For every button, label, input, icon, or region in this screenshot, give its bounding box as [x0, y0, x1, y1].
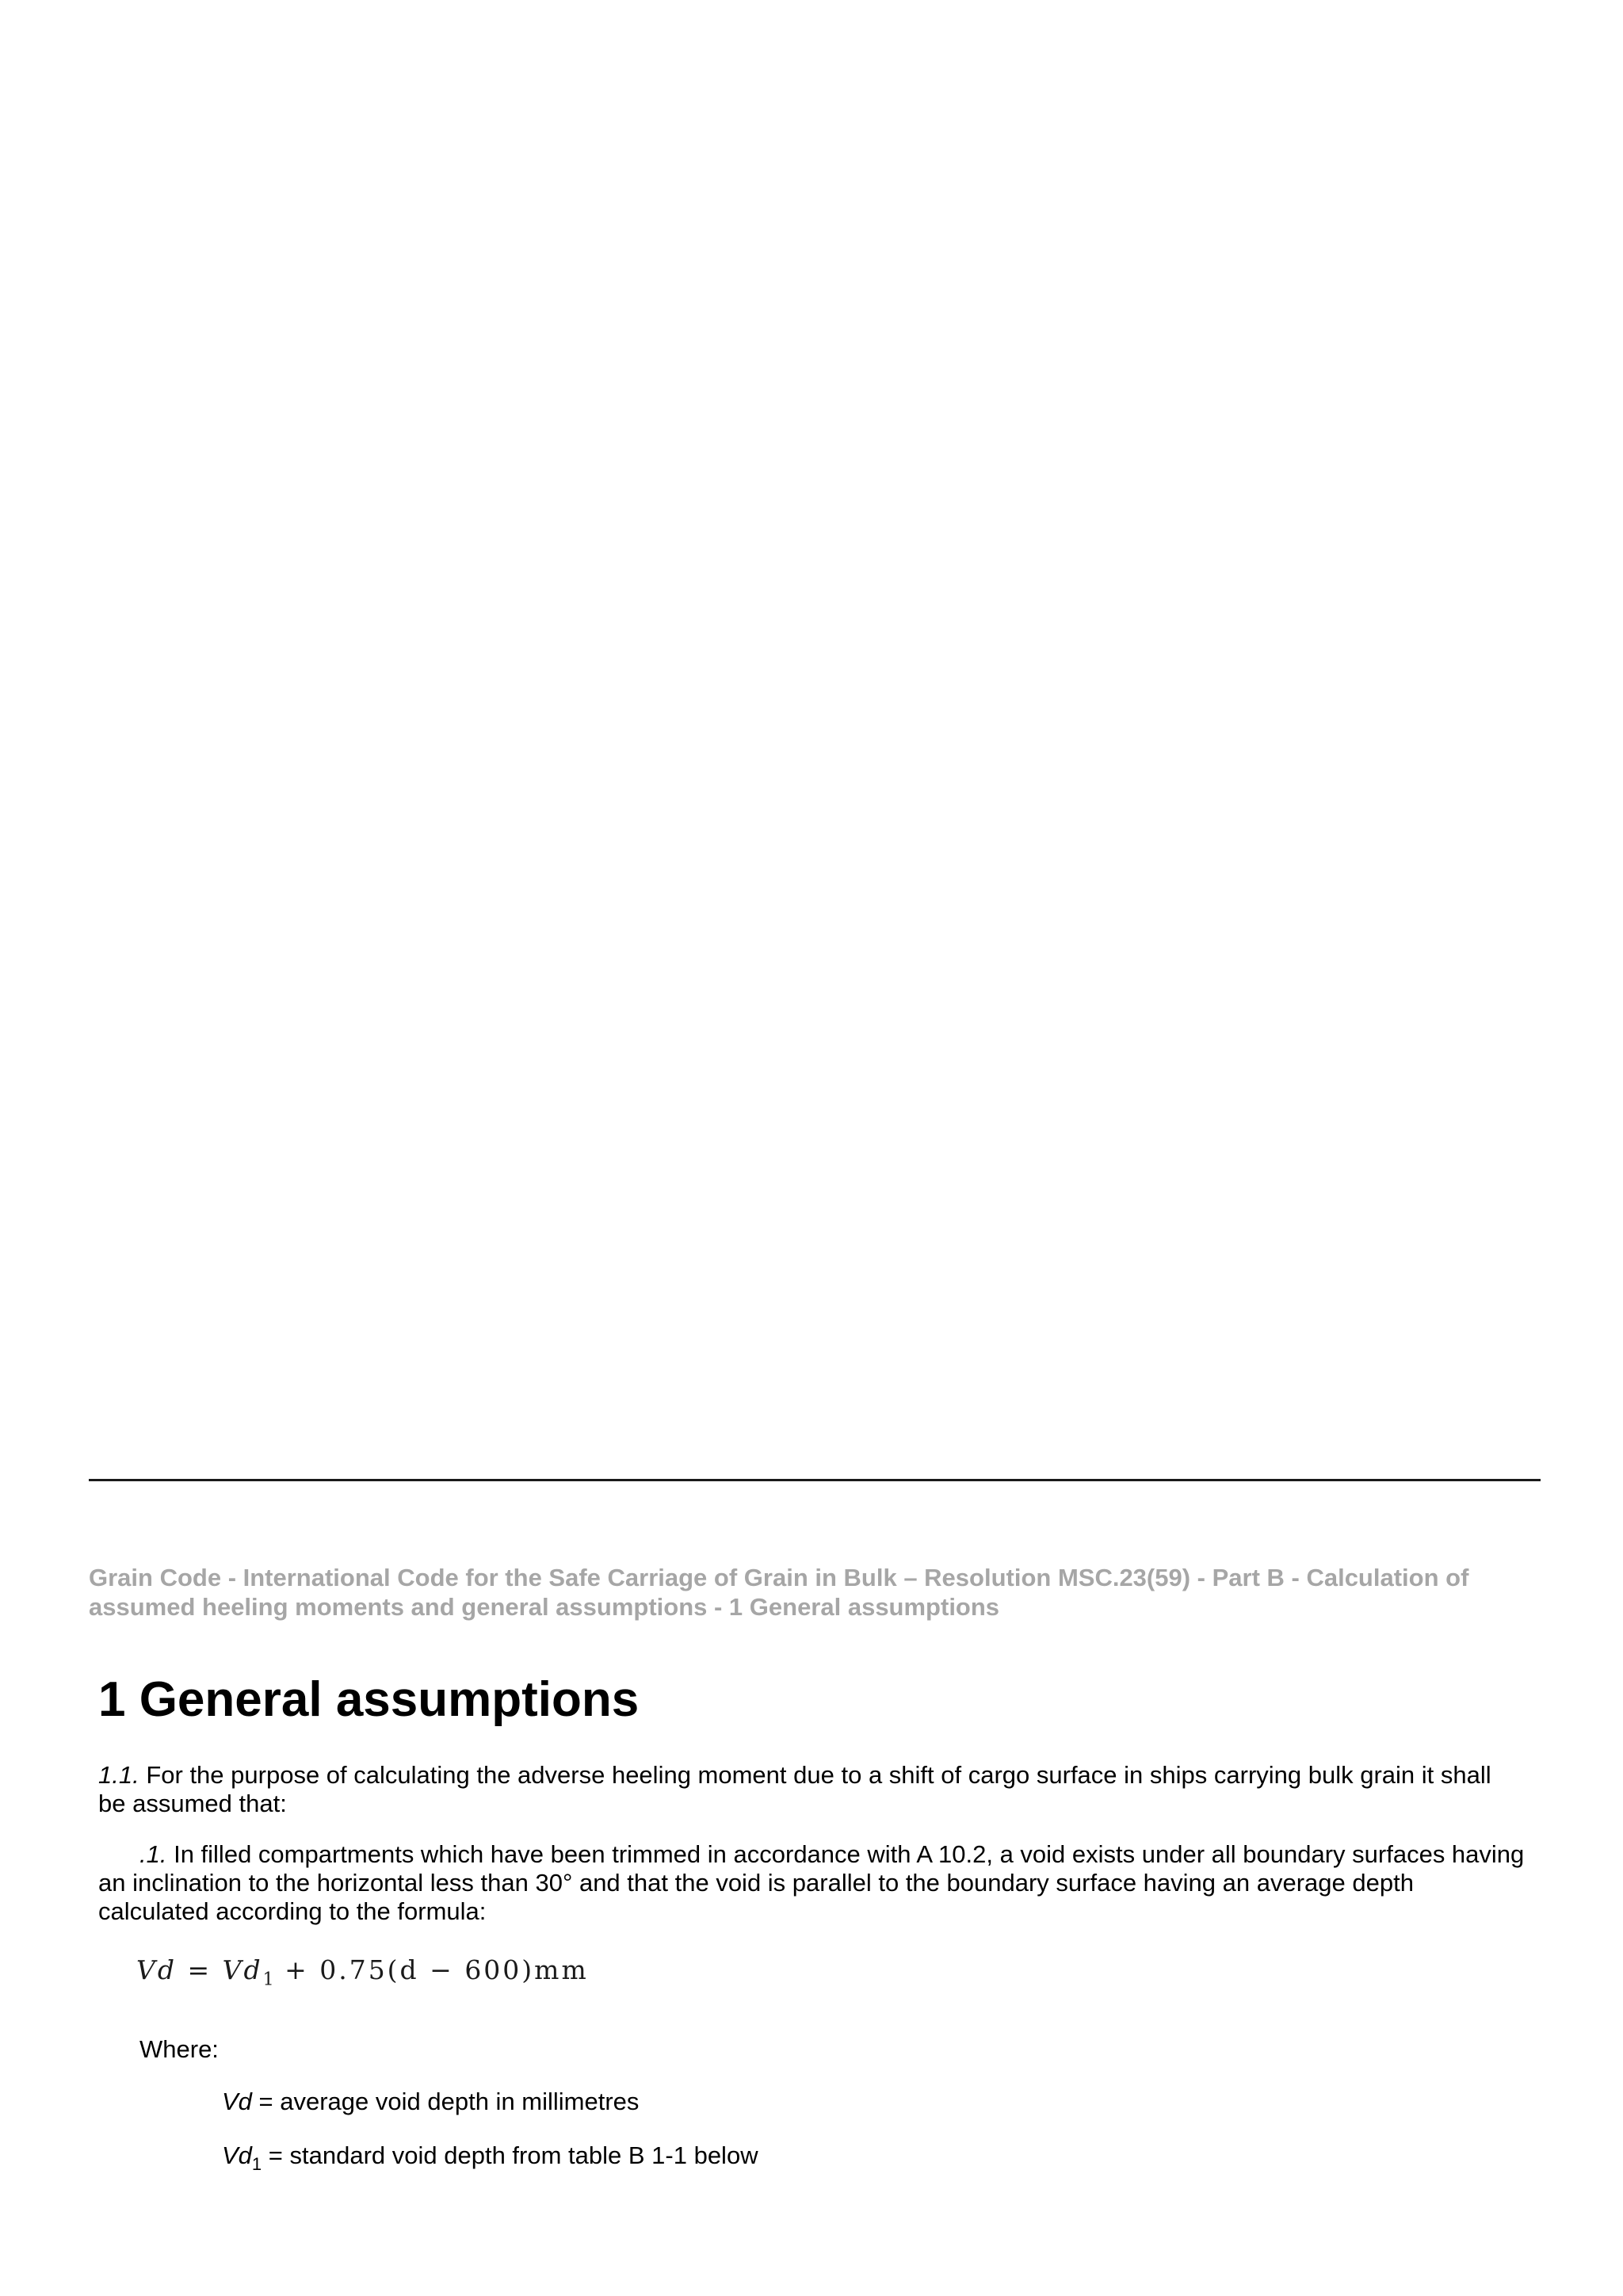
formula-equals: = — [176, 1954, 223, 1985]
variable-definition-vd1 — [222, 2141, 758, 2174]
variable-definition-vd — [222, 2088, 639, 2116]
formula-rhs-subscript: 1 — [262, 1969, 274, 1990]
paragraph-text: For the purpose of calculating the adverse heeling moment due to a shift of cargo surface in ships carrying bulk grain it shall be assumed that: — [98, 1761, 1491, 1817]
formula-rhs-variable: Vd — [222, 1954, 263, 1985]
page-title: 1 General assumptions — [98, 1672, 640, 1727]
paragraph-1-1-1 — [98, 1840, 1525, 1926]
formula-rhs-rest: + 0.75(d − 600)mm — [273, 1954, 589, 1985]
variable-subscript: 1 — [251, 2154, 262, 2174]
paragraph-number: .1. — [139, 1840, 167, 1868]
void-depth-formula — [136, 1953, 589, 1998]
formula-lhs: Vd — [136, 1954, 177, 1985]
breadcrumb: Grain Code - International Code for the Safe Carriage of Grain in Bulk – Resolution MSC.23(59) - Part B - Calculation of assumed heeling moments and general assumptions - 1 General assumptions — [89, 1564, 1469, 1621]
horizontal-divider — [89, 1479, 1541, 1481]
variable-symbol: Vd — [222, 2088, 252, 2115]
paragraph-text: In filled compartments which have been trimmed in accordance with A 10.2, a void exists under all boundary surfaces having an inclination to the horizontal less than 30° and that the void is parallel to the boundary surface having an average depth calculated according to the formula: — [98, 1840, 1525, 1925]
variable-definition: = average void depth in millimetres — [251, 2088, 640, 2115]
variable-symbol: Vd — [222, 2141, 252, 2169]
paragraph-1-1 — [98, 1761, 1525, 1818]
variable-definition: = standard void depth from table B 1-1 below — [262, 2141, 758, 2169]
where-label: Where: — [139, 2035, 219, 2063]
paragraph-number: 1.1. — [98, 1761, 139, 1789]
